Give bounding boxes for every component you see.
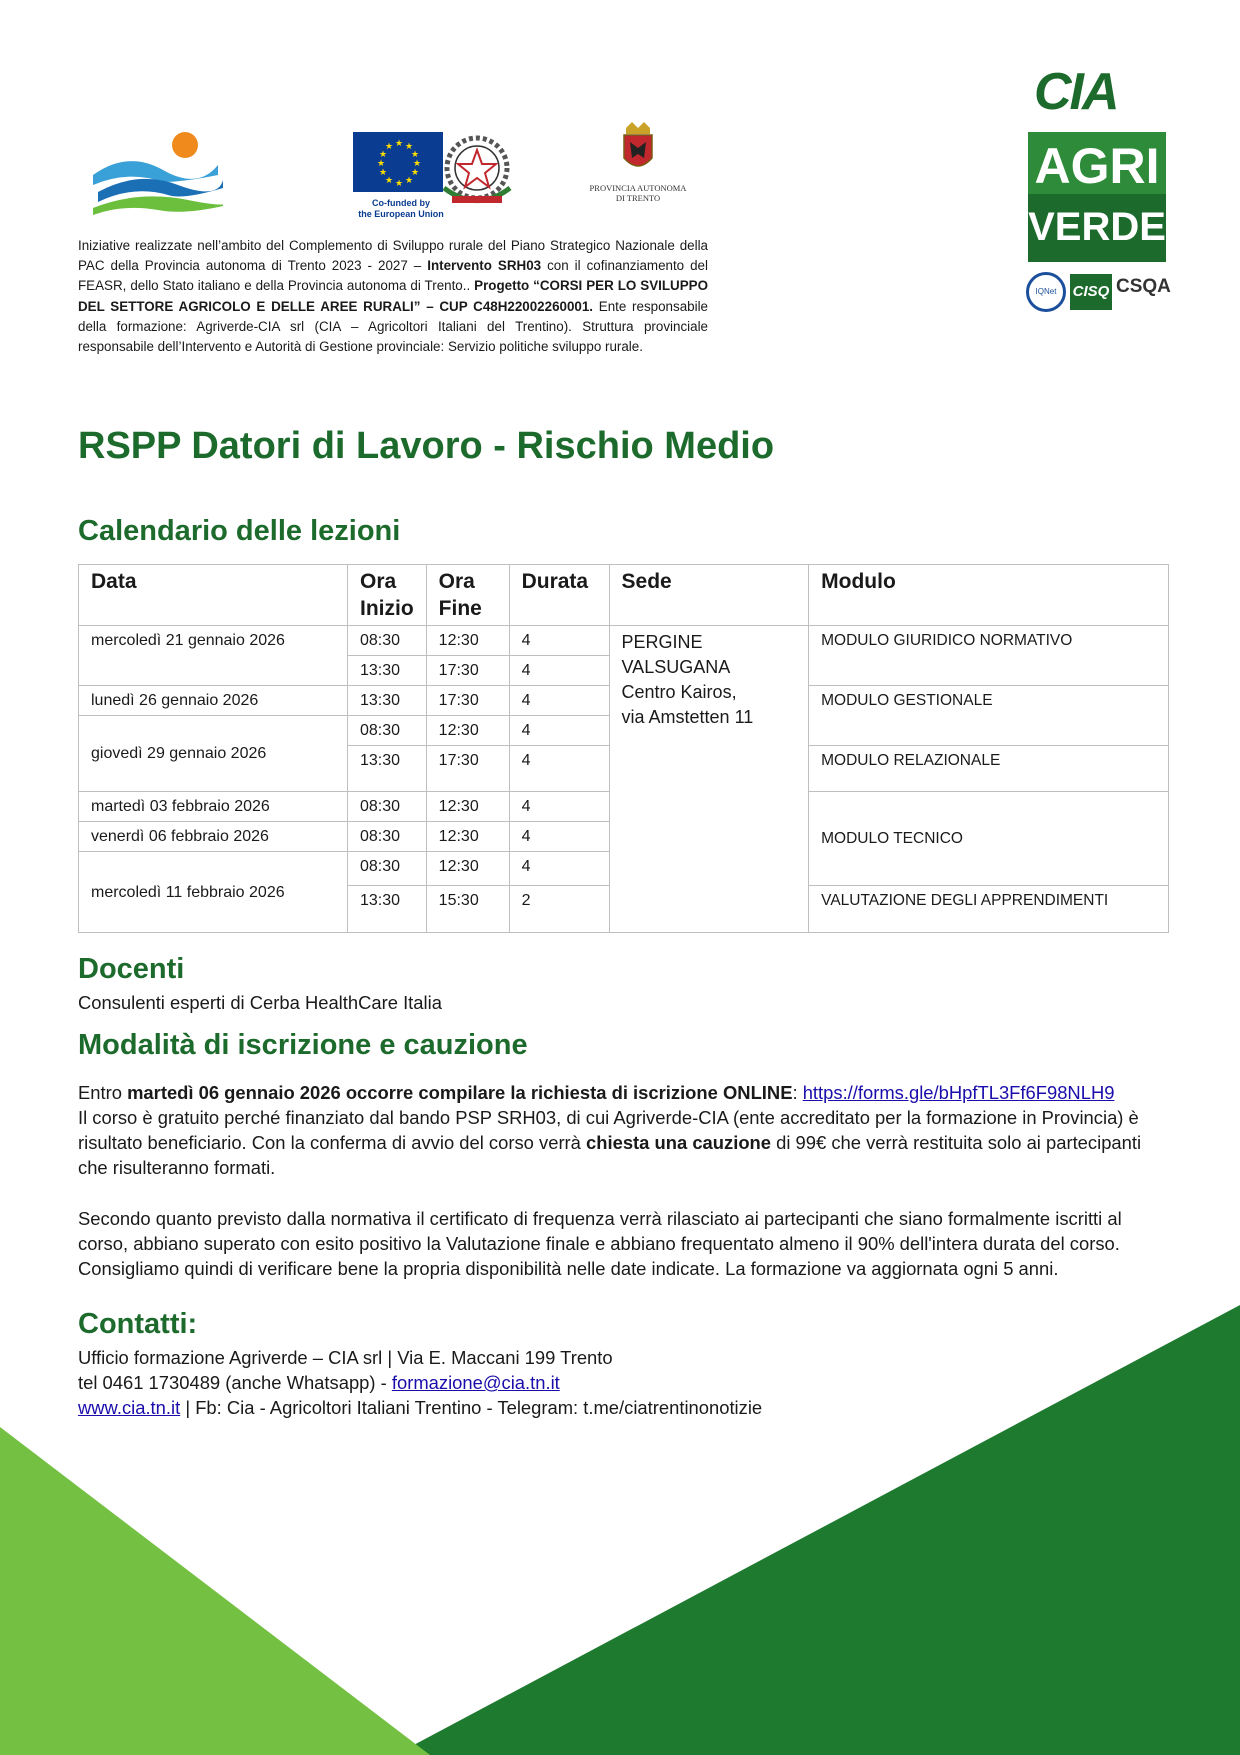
- eu-flag: [353, 132, 443, 192]
- svg-text:★: ★: [377, 159, 386, 169]
- iqnet-badge: IQNet: [1026, 272, 1066, 312]
- repubblica-italiana-emblem: [432, 128, 522, 213]
- csqa-badge: CSQA: [1116, 276, 1171, 297]
- psr-logo: [88, 130, 223, 215]
- sede-cell: PERGINE VALSUGANA Centro Kairos, via Amstetten 11: [609, 626, 809, 933]
- certification-badges: [1026, 272, 1176, 312]
- provincia-caption: PROVINCIA AUTONOMA DI TRENTO: [589, 183, 687, 203]
- svg-text:★: ★: [411, 150, 420, 160]
- cia-logo-box: AGRI VERDE: [1028, 132, 1166, 262]
- svg-text:★: ★: [413, 159, 422, 169]
- svg-text:★: ★: [405, 176, 414, 186]
- contatti-heading: Contatti:: [78, 1308, 198, 1340]
- calendar-table: [78, 564, 1169, 933]
- svg-text:★: ★: [395, 179, 404, 189]
- svg-text:★: ★: [379, 150, 388, 160]
- col-header-modulo: Modulo: [809, 565, 1169, 626]
- docenti-heading: Docenti: [78, 953, 185, 985]
- registration-form-link[interactable]: https://forms.gle/bHpfTL3Ff6F98NLH9: [802, 1082, 1115, 1103]
- table-row: 13:30 17:30 4 MODULO RELAZIONALE: [79, 746, 1169, 792]
- table-row: 13:30 17:30 4: [79, 656, 1169, 686]
- col-header-data: Data: [79, 565, 348, 626]
- table-row: lunedì 26 gennaio 2026 13:30 17:30 4 MODULO GESTIONALE: [79, 686, 1169, 716]
- certificato-paragraph: Secondo quanto previsto dalla normativa il certificato di frequenza verrà rilasciato ai partecipanti che siano formalmente iscritti al corso, abbiano superato con esito positivo la Valutazione finale e abbiano frequentato almeno il 90% dell'intera durata del corso. Consigliamo quindi di verificare bene la propria disponibilità nelle date indicate. La formazione va aggiornata ogni 5 anni.: [78, 1208, 1122, 1279]
- table-row: martedì 03 febbraio 2026 08:30 12:30 4 MODULO TECNICO: [79, 792, 1169, 822]
- page-title: RSPP Datori di Lavoro - Rischio Medio: [78, 425, 775, 467]
- website-link[interactable]: www.cia.tn.it: [78, 1397, 181, 1418]
- eu-stars-icon: [353, 132, 443, 192]
- svg-text:★: ★: [411, 168, 420, 178]
- svg-text:★: ★: [405, 142, 414, 152]
- iscrizione-paragraph: Entro martedì 06 gennaio 2026 occorre compilare la richiesta di iscrizione ONLINE: https://forms.gle/bHpfTL3Ff6F98NLH9 Il corso è gratuito perché finanziato dal bando PSP SRH03, di cui Agriverde-CIA (ente accreditato per la formazione in Provincia) è risultato beneficiario. Con la conferma di avvio del corso verrà chiesta una cauzione di 99€ che verrà restituita solo ai partecipanti che risulteranno formati.: [78, 1082, 1142, 1178]
- table-row: giovedì 29 gennaio 2026 08:30 12:30 4: [79, 716, 1169, 746]
- cisq-badge: CISQ: [1070, 274, 1112, 310]
- cia-agriverde-logo: [1020, 62, 1180, 322]
- provincia-trento-emblem: [598, 122, 678, 177]
- funding-intro: Iniziative realizzate nell’ambito del Complemento di Sviluppo rurale del Piano Strategico Nazionale della PAC della Provincia autonoma di Trento 2023 - 2027 – Intervento SRH03 con il cofinanziamento del FEASR, dello Stato italiano e della Provincia autonoma di Trento.. Progetto “CORSI PER LO SVILUPPO DEL SETTORE AGRICOLO E DELLE AREE RURALI” – CUP C48H22002260001. Ente responsabile della formazione: Agriverde-CIA srl (CIA – Agricoltori Italiani del Trentino). Struttura provinciale responsabile dell’Intervento e Autorità di Gestione provinciale: Servizio politiche sviluppo rurale.: [78, 238, 708, 355]
- partner-logos: [78, 120, 718, 230]
- col-header-durata: Durata: [509, 565, 609, 626]
- svg-text:★: ★: [379, 168, 388, 178]
- table-row: venerdì 06 febbraio 2026 08:30 12:30 4: [79, 822, 1169, 852]
- col-header-ora-inizio: Ora Inizio: [348, 565, 427, 626]
- table-row: 13:30 15:30 2 VALUTAZIONE DEGLI APPRENDIMENTI: [79, 886, 1169, 933]
- table-row: mercoledì 21 gennaio 2026 08:30 12:30 4 PERGINE VALSUGANA Centro Kairos, via Amstetten 11 MODULO GIURIDICO NORMATIVO: [79, 626, 1169, 656]
- svg-text:★: ★: [395, 139, 404, 149]
- svg-text:★: ★: [385, 142, 394, 152]
- cia-logo-mark: CIA: [1034, 63, 1118, 121]
- email-link[interactable]: formazione@cia.tn.it: [391, 1372, 560, 1393]
- eu-caption: Co-funded by the European Union: [358, 198, 444, 219]
- calendar-heading: Calendario delle lezioni: [78, 515, 401, 547]
- table-header-row: [79, 565, 1169, 626]
- iscrizione-heading: Modalità di iscrizione e cauzione: [78, 1029, 528, 1061]
- contatti-block: Ufficio formazione Agriverde – CIA srl | Via E. Maccani 199 Trento tel 0461 1730489 (anche Whatsapp) - formazione@cia.tn.it www.cia.tn.it | Fb: Cia - Agricoltori Italiani Trentino - Telegram: t.me/ciatrentinonotizie: [78, 1347, 763, 1418]
- svg-text:★: ★: [385, 176, 394, 186]
- col-header-ora-fine: Ora Fine: [426, 565, 509, 626]
- col-header-sede: Sede: [609, 565, 809, 626]
- docenti-text: Consulenti esperti di Cerba HealthCare Italia: [78, 992, 442, 1013]
- table-row: mercoledì 11 febbraio 2026 08:30 12:30 4: [79, 852, 1169, 886]
